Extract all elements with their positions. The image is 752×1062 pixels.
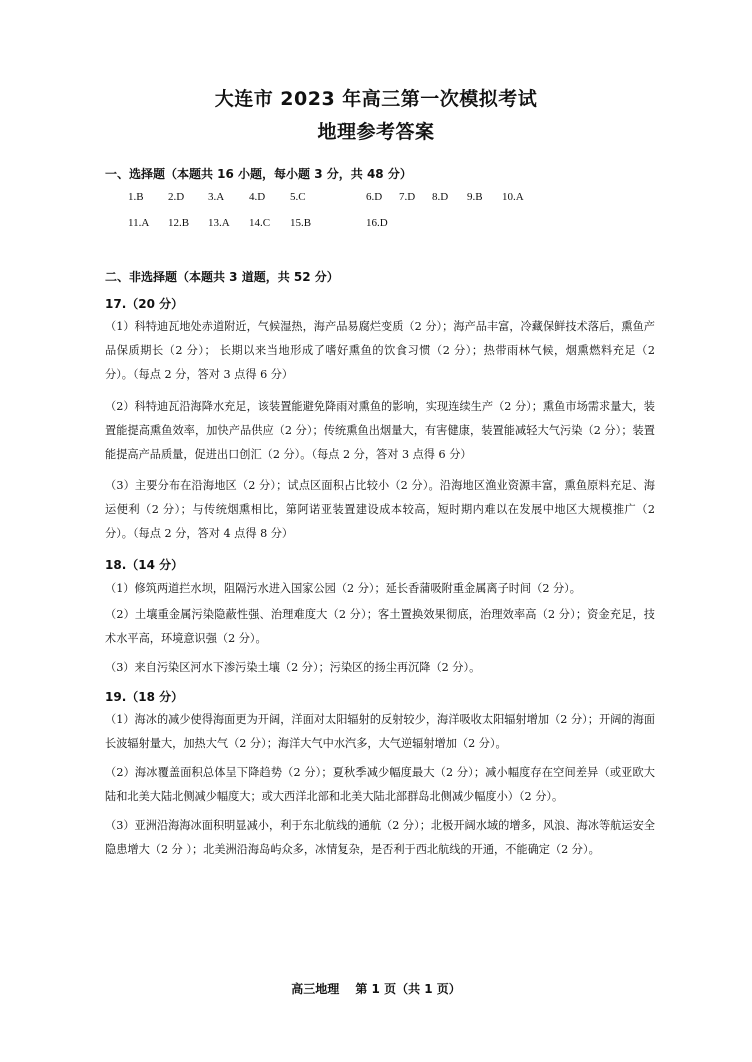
answer-item: 12.B — [168, 217, 190, 229]
question-17-heading: 17.（20 分） — [105, 297, 184, 311]
answer-item: 4.D — [249, 191, 266, 203]
answer-item: 2.D — [168, 191, 185, 203]
answer-item: 11.A — [128, 217, 150, 229]
question-18-heading: 18.（14 分） — [105, 558, 184, 572]
question-17-part-1: （1）科特迪瓦地处赤道附近，气候湿热，海产品易腐烂变质（2 分）；海产品丰富，冷藏保鲜技术落后，熏鱼产品保质期长（2 分）； 长期以来当地形成了嗜好熏鱼的饮食习惯（2 分）；热带雨林气候，烟熏燃料充足（2 分）。（每点 2 分，答对 3 点得 6 分） — [105, 320, 655, 381]
answer-item: 13.A — [208, 217, 230, 229]
answer-item: 6.D — [366, 191, 383, 203]
question-18-part-2: （2）土壤重金属污染隐蔽性强、治理难度大（2 分）；客土置换效果彻底，治理效率高（2 分）；资金充足，技术水平高，环境意识强（2 分）。 — [105, 608, 655, 645]
section1-heading: 一、选择题（本题共 16 小题，每小题 3 分，共 48 分） — [105, 167, 412, 181]
answer-item: 14.C — [249, 217, 271, 229]
answer-item: 1.B — [128, 191, 144, 203]
page-subtitle: 地理参考答案 — [317, 121, 435, 143]
answer-item: 5.C — [290, 191, 306, 203]
question-19-part-1: （1）海冰的减少使得海面更为开阔，洋面对太阳辐射的反射较少，海洋吸收太阳辐射增加（2 分）；开阔的海面长波辐射量大，加热大气（2 分）；海洋大气中水汽多，大气逆辐射增加（2 分）。 — [105, 713, 655, 750]
answer-item: 3.A — [208, 191, 225, 203]
page-footer: 高三地理 第 1 页（共 1 页） — [291, 982, 461, 996]
question-19-part-2: （2）海冰覆盖面积总体呈下降趋势（2 分）；夏秋季减少幅度最大（2 分）；减小幅度存在空间差异（或亚欧大陆和北美大陆北侧减少幅度大；或大西洋北部和北美大陆北部群岛北侧减少幅度小）（2 分）。 — [105, 766, 655, 803]
answer-item: 9.B — [467, 191, 483, 203]
answer-item: 15.B — [290, 217, 312, 229]
answer-item: 7.D — [399, 191, 416, 203]
page-title: 大连市 2023 年高三第一次模拟考试 — [214, 88, 538, 110]
answer-item: 8.D — [432, 191, 449, 203]
question-18-part-1: （1）修筑两道拦水坝，阻隔污水进入国家公园（2 分）；延长香蒲吸附重金属离子时间（2 分）。 — [105, 582, 581, 595]
question-17-part-3: （3）主要分布在沿海地区（2 分）；试点区面积占比较小（2 分）。沿海地区渔业资源丰富，熏鱼原料充足、海运便利（2 分）；与传统烟熏相比，第阿诺亚装置建设成本较高，短时期内难以在发展中地区大规模推广（2 分）。（每点 2 分，答对 4 点得 8 分） — [105, 479, 655, 540]
section2-heading: 二、非选择题（本题共 3 道题，共 52 分） — [105, 270, 339, 284]
answer-item: 10.A — [502, 191, 524, 203]
question-19-part-3: （3）亚洲沿海海冰面积明显减小，利于东北航线的通航（2 分）；北极开阔水域的增多，风浪、海冰等航运安全隐患增大（2 分 ）；北美洲沿海岛屿众多，冰情复杂，是否利于西北航线的开通，不能确定（2 分）。 — [105, 819, 655, 856]
question-18-part-3: （3）来自污染区河水下渗污染土壤（2 分）；污染区的扬尘再沉降（2 分）。 — [105, 661, 481, 674]
question-17-part-2: （2）科特迪瓦沿海降水充足，该装置能避免降雨对熏鱼的影响，实现连续生产（2 分）；熏鱼市场需求量大，装置能提高熏鱼效率，加快产品供应（2 分）；传统熏鱼出烟量大，有害健康，装置能减轻大气污染（2 分）；装置能提高产品质量，促进出口创汇（2 分）。（每点 2 分，答对 3 点得 6 分） — [105, 400, 655, 461]
answer-item: 16.D — [366, 217, 388, 229]
question-19-heading: 19.（18 分） — [105, 690, 184, 704]
